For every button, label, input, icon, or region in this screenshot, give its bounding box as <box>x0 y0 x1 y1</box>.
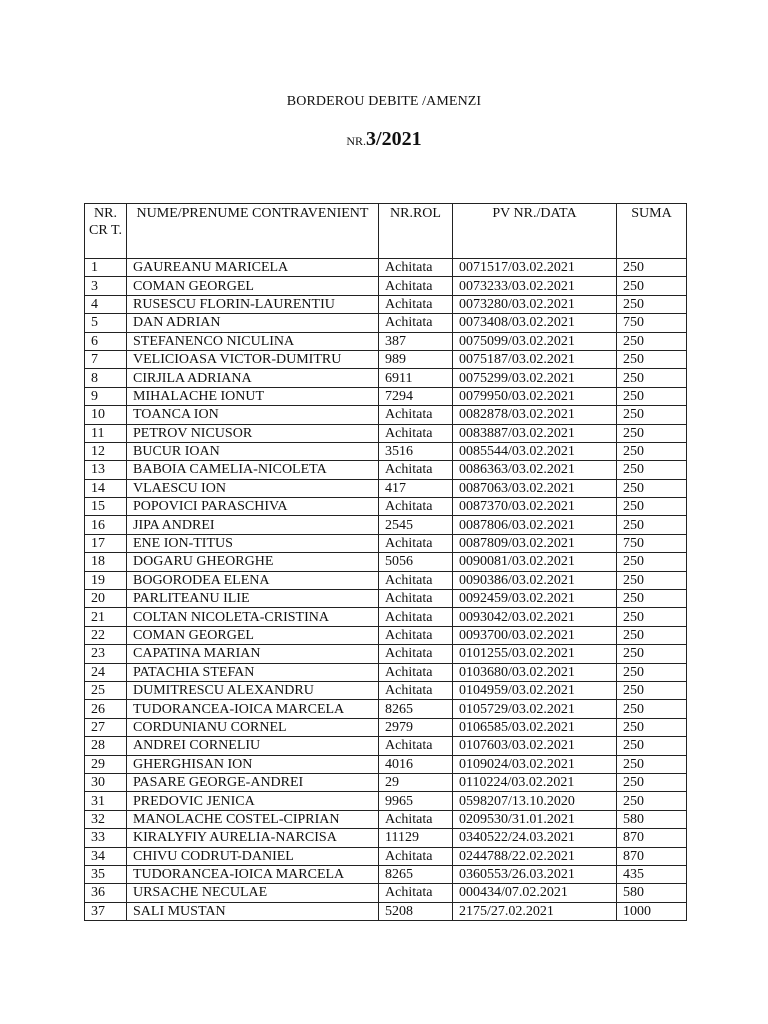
cell-pv-nr-data: 0103680/03.02.2021 <box>453 663 617 681</box>
cell-suma: 250 <box>617 516 687 534</box>
cell-nume-prenume: ANDREI CORNELIU <box>127 737 379 755</box>
cell-suma: 250 <box>617 718 687 736</box>
cell-nume-prenume: BOGORODEA ELENA <box>127 571 379 589</box>
cell-nr-rol: Achitata <box>379 406 453 424</box>
cell-suma: 250 <box>617 442 687 460</box>
cell-nr-crt: 16 <box>85 516 127 534</box>
cell-pv-nr-data: 0075187/03.02.2021 <box>453 350 617 368</box>
cell-nume-prenume: CAPATINA MARIAN <box>127 645 379 663</box>
table-row <box>85 792 687 810</box>
cell-pv-nr-data: 0105729/03.02.2021 <box>453 700 617 718</box>
cell-nr-rol: Achitata <box>379 884 453 902</box>
cell-nr-rol: Achitata <box>379 737 453 755</box>
cell-nr-rol: Achitata <box>379 295 453 313</box>
cell-nr-rol: 4016 <box>379 755 453 773</box>
cell-nr-crt: 23 <box>85 645 127 663</box>
cell-pv-nr-data: 0109024/03.02.2021 <box>453 755 617 773</box>
cell-nume-prenume: PETROV NICUSOR <box>127 424 379 442</box>
cell-nr-crt: 13 <box>85 461 127 479</box>
cell-pv-nr-data: 0110224/03.02.2021 <box>453 773 617 791</box>
cell-nume-prenume: CIRJILA ADRIANA <box>127 369 379 387</box>
table-row <box>85 314 687 332</box>
cell-suma: 250 <box>617 773 687 791</box>
cell-pv-nr-data: 0244788/22.02.2021 <box>453 847 617 865</box>
cell-suma: 250 <box>617 277 687 295</box>
cell-nr-crt: 15 <box>85 498 127 516</box>
cell-suma: 250 <box>617 792 687 810</box>
table-row <box>85 810 687 828</box>
cell-pv-nr-data: 0360553/26.03.2021 <box>453 865 617 883</box>
cell-nr-rol: Achitata <box>379 498 453 516</box>
cell-nr-crt: 18 <box>85 553 127 571</box>
cell-nume-prenume: GAUREANU MARICELA <box>127 259 379 277</box>
cell-suma: 250 <box>617 645 687 663</box>
cell-suma: 580 <box>617 810 687 828</box>
cell-nume-prenume: CHIVU CODRUT-DANIEL <box>127 847 379 865</box>
cell-nume-prenume: COLTAN NICOLETA-CRISTINA <box>127 608 379 626</box>
cell-pv-nr-data: 000434/07.02.2021 <box>453 884 617 902</box>
cell-nr-crt: 12 <box>85 442 127 460</box>
table-row <box>85 553 687 571</box>
cell-nr-rol: Achitata <box>379 645 453 663</box>
cell-suma: 250 <box>617 369 687 387</box>
cell-pv-nr-data: 0087370/03.02.2021 <box>453 498 617 516</box>
table-row <box>85 259 687 277</box>
cell-nr-rol: 11129 <box>379 829 453 847</box>
table-row <box>85 718 687 736</box>
cell-nume-prenume: CORDUNIANU CORNEL <box>127 718 379 736</box>
cell-nume-prenume: MIHALACHE IONUT <box>127 387 379 405</box>
cell-nr-crt: 9 <box>85 387 127 405</box>
cell-pv-nr-data: 0083887/03.02.2021 <box>453 424 617 442</box>
table-row <box>85 369 687 387</box>
cell-nr-rol: 2545 <box>379 516 453 534</box>
cell-nume-prenume: KIRALYFIY AURELIA-NARCISA <box>127 829 379 847</box>
cell-nr-crt: 5 <box>85 314 127 332</box>
document-number-value: 3/2021 <box>366 128 422 150</box>
cell-nume-prenume: POPOVICI PARASCHIVA <box>127 498 379 516</box>
cell-nr-rol: 387 <box>379 332 453 350</box>
cell-nr-crt: 29 <box>85 755 127 773</box>
cell-suma: 250 <box>617 498 687 516</box>
cell-pv-nr-data: 0073408/03.02.2021 <box>453 314 617 332</box>
cell-nr-rol: 9965 <box>379 792 453 810</box>
cell-nr-crt: 30 <box>85 773 127 791</box>
cell-pv-nr-data: 0087063/03.02.2021 <box>453 479 617 497</box>
cell-nr-rol: 6911 <box>379 369 453 387</box>
cell-pv-nr-data: 0093700/03.02.2021 <box>453 626 617 644</box>
cell-suma: 870 <box>617 847 687 865</box>
cell-suma: 250 <box>617 590 687 608</box>
cell-nume-prenume: PASARE GEORGE-ANDREI <box>127 773 379 791</box>
cell-nr-rol: Achitata <box>379 259 453 277</box>
cell-nume-prenume: PATACHIA STEFAN <box>127 663 379 681</box>
cell-nr-crt: 7 <box>85 350 127 368</box>
table-body <box>85 259 687 921</box>
table-row <box>85 516 687 534</box>
cell-nume-prenume: TOANCA ION <box>127 406 379 424</box>
cell-suma: 250 <box>617 681 687 699</box>
cell-nr-rol: 7294 <box>379 387 453 405</box>
cell-suma: 250 <box>617 553 687 571</box>
cell-nr-crt: 21 <box>85 608 127 626</box>
cell-nume-prenume: JIPA ANDREI <box>127 516 379 534</box>
cell-nume-prenume: DOGARU GHEORGHE <box>127 553 379 571</box>
cell-nr-rol: Achitata <box>379 681 453 699</box>
cell-pv-nr-data: 0075299/03.02.2021 <box>453 369 617 387</box>
cell-nr-rol: 29 <box>379 773 453 791</box>
cell-nume-prenume: ENE ION-TITUS <box>127 534 379 552</box>
cell-suma: 250 <box>617 295 687 313</box>
cell-suma: 250 <box>617 461 687 479</box>
cell-suma: 250 <box>617 332 687 350</box>
cell-nume-prenume: VELICIOASA VICTOR-DUMITRU <box>127 350 379 368</box>
cell-suma: 250 <box>617 700 687 718</box>
cell-pv-nr-data: 0092459/03.02.2021 <box>453 590 617 608</box>
cell-suma: 580 <box>617 884 687 902</box>
cell-nume-prenume: STEFANENCO NICULINA <box>127 332 379 350</box>
cell-pv-nr-data: 0090081/03.02.2021 <box>453 553 617 571</box>
cell-nr-crt: 19 <box>85 571 127 589</box>
cell-pv-nr-data: 0090386/03.02.2021 <box>453 571 617 589</box>
cell-nr-rol: 2979 <box>379 718 453 736</box>
cell-pv-nr-data: 0079950/03.02.2021 <box>453 387 617 405</box>
cell-nr-crt: 22 <box>85 626 127 644</box>
header-pv-nr-data: PV NR./DATA <box>453 204 617 259</box>
cell-suma: 250 <box>617 259 687 277</box>
table-row <box>85 829 687 847</box>
cell-nr-rol: 989 <box>379 350 453 368</box>
cell-pv-nr-data: 0087806/03.02.2021 <box>453 516 617 534</box>
cell-suma: 250 <box>617 479 687 497</box>
cell-nr-crt: 34 <box>85 847 127 865</box>
cell-nr-crt: 1 <box>85 259 127 277</box>
cell-nume-prenume: PREDOVIC JENICA <box>127 792 379 810</box>
cell-pv-nr-data: 0598207/13.10.2020 <box>453 792 617 810</box>
cell-suma: 750 <box>617 534 687 552</box>
table-row <box>85 295 687 313</box>
cell-nr-crt: 28 <box>85 737 127 755</box>
cell-nr-crt: 4 <box>85 295 127 313</box>
cell-nume-prenume: SALI MUSTAN <box>127 902 379 920</box>
table-row <box>85 332 687 350</box>
cell-suma: 750 <box>617 314 687 332</box>
cell-suma: 250 <box>617 663 687 681</box>
table-row <box>85 755 687 773</box>
table-row <box>85 461 687 479</box>
cell-pv-nr-data: 0073233/03.02.2021 <box>453 277 617 295</box>
cell-nume-prenume: MANOLACHE COSTEL-CIPRIAN <box>127 810 379 828</box>
cell-nr-crt: 8 <box>85 369 127 387</box>
cell-suma: 250 <box>617 755 687 773</box>
cell-suma: 250 <box>617 608 687 626</box>
cell-nr-rol: 3516 <box>379 442 453 460</box>
header-nr-rol: NR.ROL <box>379 204 453 259</box>
cell-nr-crt: 17 <box>85 534 127 552</box>
cell-suma: 250 <box>617 626 687 644</box>
cell-pv-nr-data: 0101255/03.02.2021 <box>453 645 617 663</box>
cell-nr-rol: Achitata <box>379 663 453 681</box>
table-row <box>85 645 687 663</box>
cell-nume-prenume: VLAESCU ION <box>127 479 379 497</box>
table-row <box>85 700 687 718</box>
cell-pv-nr-data: 0107603/03.02.2021 <box>453 737 617 755</box>
cell-nume-prenume: COMAN GEORGEL <box>127 626 379 644</box>
cell-nr-crt: 33 <box>85 829 127 847</box>
cell-nume-prenume: BUCUR IOAN <box>127 442 379 460</box>
table-header-row <box>85 204 687 259</box>
cell-nr-crt: 20 <box>85 590 127 608</box>
cell-pv-nr-data: 2175/27.02.2021 <box>453 902 617 920</box>
table-row <box>85 442 687 460</box>
table-row <box>85 865 687 883</box>
table-row <box>85 571 687 589</box>
cell-nume-prenume: GHERGHISAN ION <box>127 755 379 773</box>
document-number-prefix: NR. <box>346 134 367 148</box>
cell-suma: 250 <box>617 387 687 405</box>
cell-nr-rol: Achitata <box>379 461 453 479</box>
table-row <box>85 773 687 791</box>
cell-nr-crt: 24 <box>85 663 127 681</box>
cell-nr-crt: 31 <box>85 792 127 810</box>
cell-pv-nr-data: 0073280/03.02.2021 <box>453 295 617 313</box>
cell-nr-crt: 26 <box>85 700 127 718</box>
cell-suma: 250 <box>617 406 687 424</box>
table-row <box>85 277 687 295</box>
table-row <box>85 350 687 368</box>
cell-nr-crt: 36 <box>85 884 127 902</box>
cell-nr-rol: 8265 <box>379 700 453 718</box>
table-row <box>85 590 687 608</box>
cell-nr-rol: Achitata <box>379 626 453 644</box>
cell-pv-nr-data: 0087809/03.02.2021 <box>453 534 617 552</box>
cell-suma: 250 <box>617 424 687 442</box>
cell-nr-crt: 10 <box>85 406 127 424</box>
header-nume-prenume: NUME/PRENUME CONTRAVENIENT <box>127 204 379 259</box>
cell-nr-rol: 5208 <box>379 902 453 920</box>
cell-nume-prenume: PARLITEANU ILIE <box>127 590 379 608</box>
table-row <box>85 681 687 699</box>
cell-pv-nr-data: 0071517/03.02.2021 <box>453 259 617 277</box>
table-row <box>85 608 687 626</box>
table-row <box>85 498 687 516</box>
cell-nume-prenume: BABOIA CAMELIA-NICOLETA <box>127 461 379 479</box>
cell-nr-rol: Achitata <box>379 810 453 828</box>
cell-suma: 250 <box>617 737 687 755</box>
borderou-table <box>84 203 687 921</box>
cell-suma: 250 <box>617 350 687 368</box>
cell-nr-rol: Achitata <box>379 534 453 552</box>
table-row <box>85 884 687 902</box>
cell-nume-prenume: URSACHE NECULAE <box>127 884 379 902</box>
table-row <box>85 847 687 865</box>
table-row <box>85 406 687 424</box>
cell-nr-rol: Achitata <box>379 608 453 626</box>
cell-nr-rol: Achitata <box>379 277 453 295</box>
cell-nume-prenume: DAN ADRIAN <box>127 314 379 332</box>
cell-nr-crt: 6 <box>85 332 127 350</box>
cell-nr-rol: Achitata <box>379 424 453 442</box>
cell-nr-crt: 37 <box>85 902 127 920</box>
table-row <box>85 663 687 681</box>
table-row <box>85 424 687 442</box>
cell-nume-prenume: DUMITRESCU ALEXANDRU <box>127 681 379 699</box>
cell-nume-prenume: RUSESCU FLORIN-LAURENTIU <box>127 295 379 313</box>
table-row <box>85 534 687 552</box>
cell-nr-rol: Achitata <box>379 590 453 608</box>
cell-pv-nr-data: 0082878/03.02.2021 <box>453 406 617 424</box>
cell-pv-nr-data: 0340522/24.03.2021 <box>453 829 617 847</box>
cell-nr-rol: 8265 <box>379 865 453 883</box>
cell-nr-rol: Achitata <box>379 571 453 589</box>
table-row <box>85 902 687 920</box>
cell-suma: 435 <box>617 865 687 883</box>
cell-nr-crt: 32 <box>85 810 127 828</box>
cell-nr-rol: 417 <box>379 479 453 497</box>
document-number <box>0 128 768 151</box>
cell-nume-prenume: TUDORANCEA-IOICA MARCELA <box>127 700 379 718</box>
cell-nume-prenume: COMAN GEORGEL <box>127 277 379 295</box>
cell-suma: 870 <box>617 829 687 847</box>
table-row <box>85 626 687 644</box>
cell-pv-nr-data: 0209530/31.01.2021 <box>453 810 617 828</box>
cell-nr-rol: 5056 <box>379 553 453 571</box>
cell-suma: 1000 <box>617 902 687 920</box>
cell-pv-nr-data: 0104959/03.02.2021 <box>453 681 617 699</box>
cell-suma: 250 <box>617 571 687 589</box>
cell-nr-crt: 35 <box>85 865 127 883</box>
document-title: BORDEROU DEBITE /AMENZI <box>286 94 482 109</box>
header-nr-crt: NR. CR T. <box>85 204 127 259</box>
table-row <box>85 479 687 497</box>
header-suma: SUMA <box>617 204 687 259</box>
cell-nr-crt: 14 <box>85 479 127 497</box>
cell-nr-crt: 27 <box>85 718 127 736</box>
cell-pv-nr-data: 0086363/03.02.2021 <box>453 461 617 479</box>
cell-pv-nr-data: 0093042/03.02.2021 <box>453 608 617 626</box>
cell-nume-prenume: TUDORANCEA-IOICA MARCELA <box>127 865 379 883</box>
cell-pv-nr-data: 0106585/03.02.2021 <box>453 718 617 736</box>
cell-nr-crt: 3 <box>85 277 127 295</box>
cell-nr-crt: 25 <box>85 681 127 699</box>
cell-nr-rol: Achitata <box>379 314 453 332</box>
table-row <box>85 387 687 405</box>
cell-nr-crt: 11 <box>85 424 127 442</box>
table-row <box>85 737 687 755</box>
cell-pv-nr-data: 0085544/03.02.2021 <box>453 442 617 460</box>
cell-nr-rol: Achitata <box>379 847 453 865</box>
cell-pv-nr-data: 0075099/03.02.2021 <box>453 332 617 350</box>
